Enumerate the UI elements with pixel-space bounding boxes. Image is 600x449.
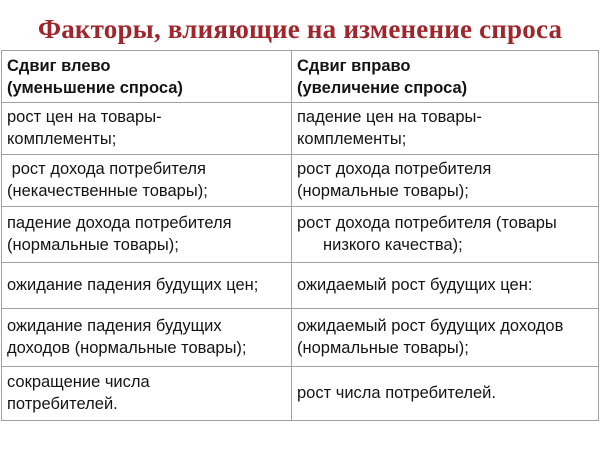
cell-line: комплементы; [297,130,407,148]
cell-line: низкого качества); [323,236,463,254]
table-row [2,207,599,263]
cell-line: (нормальные товары); [7,236,179,254]
cell-line: рост дохода потребителя (товары [297,214,557,232]
cell-right [292,263,599,309]
cell-line: падение дохода потребителя [7,214,232,232]
table-row [2,155,599,207]
cell-line: рост цен на товары- [7,108,162,126]
cell-line: ожидаемый рост будущих доходов [297,317,564,335]
cell-right [292,155,599,207]
cell-line: (некачественные товары); [7,182,208,200]
cell-line: сокращение числа [7,373,150,391]
header-shift-left [2,51,292,103]
header-right-title: Сдвиг вправо [297,56,411,75]
cell-left [2,309,292,367]
cell-right [292,309,599,367]
table-row [2,367,599,421]
table-header-row [2,51,599,103]
header-right-subtitle: (увеличение спроса) [297,78,468,97]
cell-line: рост дохода потребителя [7,160,206,178]
cell-line: ожидание падения будущих цен; [7,276,259,294]
cell-line: рост числа потребителей. [297,384,496,402]
cell-left [2,155,292,207]
cell-right [292,207,599,263]
cell-line: ожидаемый рост будущих цен: [297,276,533,294]
cell-line: потребителей. [7,395,118,413]
page-title: Факторы, влияющие на изменение спроса [37,14,563,44]
cell-line: доходов (нормальные товары); [7,339,247,357]
header-left-title: Сдвиг влево [7,56,111,75]
table-row [2,103,599,155]
cell-right [292,367,599,421]
cell-right [292,103,599,155]
table-row [2,263,599,309]
cell-line: (нормальные товары); [297,339,469,357]
demand-factors-table [1,50,599,421]
header-left-subtitle: (уменьшение спроса) [7,78,183,97]
cell-left [2,263,292,309]
table-row [2,309,599,367]
cell-line: комплементы; [7,130,117,148]
cell-line: ожидание падения будущих [7,317,222,335]
cell-line: падение цен на товары- [297,108,482,126]
header-shift-right [292,51,599,103]
cell-left [2,367,292,421]
cell-line: рост дохода потребителя [297,160,492,178]
cell-left [2,207,292,263]
cell-left [2,103,292,155]
cell-line: (нормальные товары); [297,182,469,200]
